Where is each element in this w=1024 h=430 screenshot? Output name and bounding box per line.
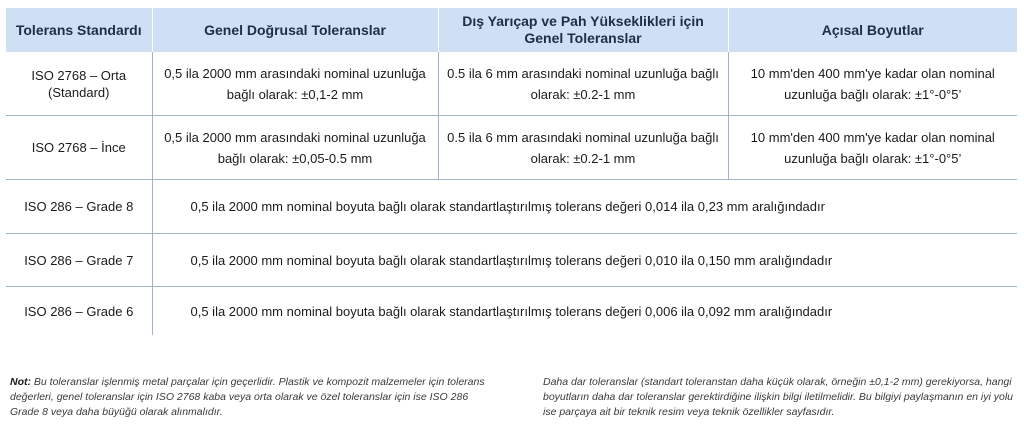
row-standard: ISO 286 – Grade 8: [6, 180, 152, 234]
footnote-materials-text: Bu toleranslar işlenmiş metal parçalar için geçerlidir. Plastik ve kompozit malzemeler için tolerans değerleri, genel toleranslar için ISO 2768 kaba veya orta olarak ve özel toleranslar için ise ISO 286 Grade 8 veya daha büyüğü olarak alınmalıdır.: [10, 376, 485, 418]
table-row: [6, 52, 1017, 116]
table-header-row: [6, 8, 1017, 52]
row-angular-tolerance: 10 mm'den 400 mm'ye kadar olan nominal uzunluğa bağlı olarak: ±1°-0°5’: [728, 52, 1017, 116]
header-standard: Tolerans Standardı: [6, 8, 152, 52]
table-row: [6, 287, 1017, 336]
row-linear-tolerance: 0,5 ila 2000 mm arasındaki nominal uzunluğa bağlı olarak: ±0,1-2 mm: [152, 52, 438, 116]
header-radius-chamfer-tolerances: Dış Yarıçap ve Pah Yükseklikleri için Genel Toleranslar: [438, 8, 728, 52]
footnote-tight-tolerances-text: Daha dar toleranslar (standart toleranstan daha küçük olarak, örneğin ±0,1-2 mm) gerekiyorsa, hangi boyutların daha dar toleranslar gerektirdiğine ilişkin bilgi iletilmelidir. Bu bilgiyi paylaşmanın en iyi yolu ise parçaya ait bir teknik resim veya teknik özellikler sayfasıdır.: [543, 376, 1014, 418]
row-standard: ISO 286 – Grade 6: [6, 287, 152, 336]
row-combined-tolerance: 0,5 ila 2000 mm nominal boyuta bağlı olarak standartlaştırılmış tolerans değeri 0,010 ila 0,150 mm aralığındadır: [152, 234, 1017, 287]
footnote-tight-tolerances: [543, 375, 1013, 420]
row-standard: ISO 286 – Grade 7: [6, 234, 152, 287]
row-combined-tolerance: 0,5 ila 2000 mm nominal boyuta bağlı olarak standartlaştırılmış tolerans değeri 0,014 ila 0,23 mm aralığındadır: [152, 180, 1017, 234]
table-row: [6, 116, 1017, 180]
tolerance-table: [6, 8, 1017, 335]
header-angular-dimensions: Açısal Boyutlar: [728, 8, 1017, 52]
row-linear-tolerance: 0,5 ila 2000 mm arasındaki nominal uzunluğa bağlı olarak: ±0,05-0.5 mm: [152, 116, 438, 180]
row-standard: ISO 2768 – Orta (Standard): [6, 52, 152, 116]
row-radius-tolerance: 0.5 ila 6 mm arasındaki nominal uzunluğa bağlı olarak: ±0.2-1 mm: [438, 52, 728, 116]
header-linear-tolerances: Genel Doğrusal Toleranslar: [152, 8, 438, 52]
row-radius-tolerance: 0.5 ila 6 mm arasındaki nominal uzunluğa bağlı olarak: ±0.2-1 mm: [438, 116, 728, 180]
table-row: [6, 180, 1017, 234]
footnote-materials: [10, 375, 498, 420]
table-row: [6, 234, 1017, 287]
footnote-label: Not:: [10, 376, 31, 388]
row-combined-tolerance: 0,5 ila 2000 mm nominal boyuta bağlı olarak standartlaştırılmış tolerans değeri 0,006 ila 0,092 mm aralığındadır: [190, 303, 833, 319]
row-standard: ISO 2768 – İnce: [6, 116, 152, 180]
row-angular-tolerance: 10 mm'den 400 mm'ye kadar olan nominal uzunluğa bağlı olarak: ±1°-0°5’: [728, 116, 1017, 180]
